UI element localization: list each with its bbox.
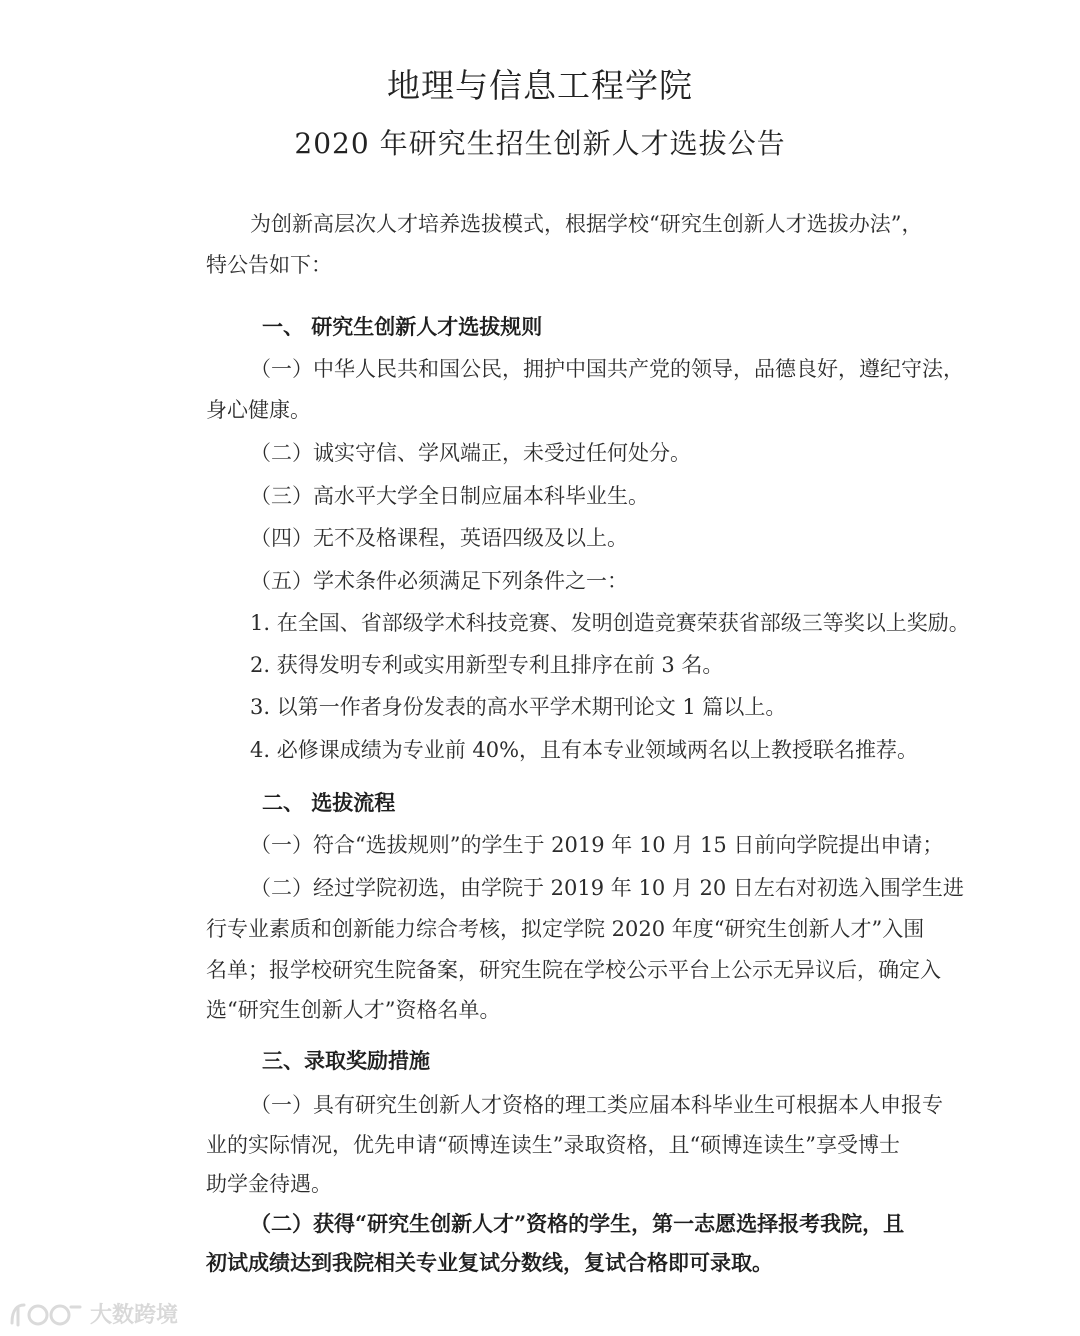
- bold-paragraph-line: （二）获得“研究生创新人才”资格的学生，第一志愿选择报考我院，且: [250, 1211, 905, 1236]
- paragraph-line: （一）符合“选拔规则”的学生于 2019 年 10 月 15 日前向学院提出申请；: [250, 833, 944, 857]
- paragraph-line: （五）学术条件必须满足下列条件之一：: [250, 569, 628, 593]
- paragraph-line: （二）经过学院初选，由学院于 2019 年 10 月 20 日左右对初选入围学生进: [250, 876, 964, 900]
- paragraph-line: 选“研究生创新人才”资格名单。: [206, 998, 501, 1022]
- paragraph-line: 身心健康。: [206, 398, 311, 422]
- paragraph-line: 业的实际情况，优先申请“硕博连读生”录取资格，且“硕博连读生”享受博士: [206, 1133, 900, 1157]
- document-title: 地理与信息工程学院: [387, 66, 693, 105]
- intro-line: 为创新高层次人才培养选拔模式，根据学校“研究生创新人才选拔办法”，: [250, 212, 923, 236]
- section-heading: 二、 选拔流程: [262, 790, 396, 815]
- paragraph-line: 助学金待遇。: [206, 1172, 332, 1196]
- section-heading: 一、 研究生创新人才选拔规则: [262, 314, 543, 339]
- intro-line: 特公告如下：: [206, 253, 332, 277]
- paragraph-line: 行专业素质和创新能力综合考核，拟定学院 2020 年度“研究生创新人才”入围: [206, 917, 925, 941]
- bold-paragraph-line: 初试成绩达到我院相关专业复试分数线，复试合格即可录取。: [206, 1250, 773, 1275]
- watermark: [8, 1298, 178, 1329]
- brand-logo-icon: [8, 1299, 84, 1329]
- watermark-text: 大数跨境: [90, 1303, 179, 1328]
- paragraph-line: （二）诚实守信、学风端正，未受过任何处分。: [250, 441, 691, 465]
- section-heading: 三、录取奖励措施: [262, 1048, 430, 1073]
- list-item: 3. 以第一作者身份发表的高水平学术期刊论文 1 篇以上。: [250, 695, 787, 719]
- paragraph-line: （一）具有研究生创新人才资格的理工类应届本科毕业生可根据本人申报专: [250, 1093, 943, 1117]
- list-item: 2. 获得发明专利或实用新型专利且排序在前 3 名。: [250, 653, 724, 677]
- paragraph-line: （一）中华人民共和国公民，拥护中国共产党的领导，品德良好，遵纪守法，: [250, 357, 964, 381]
- list-item: 4. 必修课成绩为专业前 40%，且有本专业领域两名以上教授联名推荐。: [250, 738, 919, 762]
- paragraph-line: 名单；报学校研究生院备案，研究生院在学校公示平台上公示无异议后，确定入: [206, 958, 941, 982]
- document-subtitle: 2020 年研究生招生创新人才选拔公告: [294, 127, 786, 160]
- paragraph-line: （四）无不及格课程，英语四级及以上。: [250, 526, 628, 550]
- list-item: 1. 在全国、省部级学术科技竞赛、发明创造竞赛荣获省部级三等奖以上奖励。: [250, 611, 970, 635]
- paragraph-line: （三）高水平大学全日制应届本科毕业生。: [250, 484, 649, 508]
